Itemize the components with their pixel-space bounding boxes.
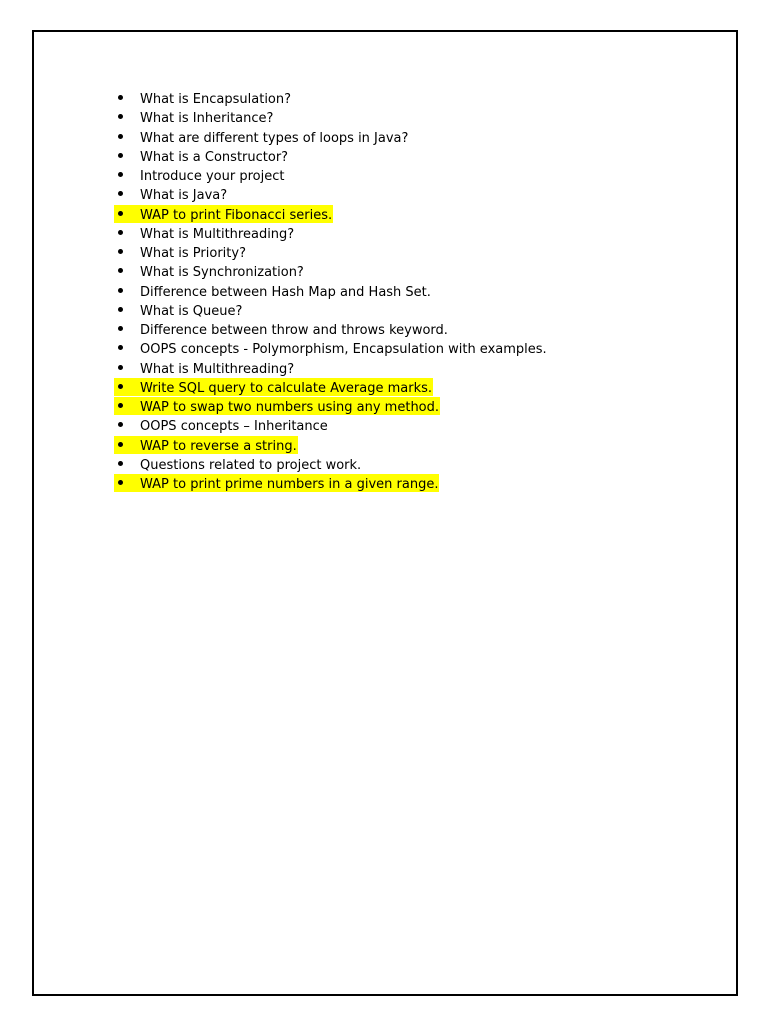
list-item-text: What is Java?: [140, 188, 228, 204]
list-item: [114, 146, 547, 165]
list-item-text: WAP to reverse a string.: [140, 438, 297, 454]
list-item: [114, 281, 547, 300]
list-item-highlighted: [114, 377, 547, 396]
list-item: [114, 184, 547, 203]
list-item-text: Introduce your project: [140, 169, 285, 184]
list-item-text: WAP to print Fibonacci series.: [140, 207, 333, 223]
list-item-highlighted: [114, 473, 547, 492]
list-item: [114, 88, 547, 107]
list-item-text: What is Priority?: [140, 246, 246, 261]
list-item: [114, 358, 547, 377]
list-item: [114, 165, 547, 184]
list-item-highlighted: [114, 204, 547, 223]
list-item: [114, 300, 547, 319]
list-item-text: What are different types of loops in Java?: [140, 130, 409, 146]
list-item: [114, 338, 547, 357]
list-item-text: Difference between Hash Map and Hash Set.: [140, 284, 431, 300]
list-item-text: OOPS concepts – Inheritance: [140, 419, 328, 435]
question-list: [114, 88, 547, 492]
list-item-text: What is Encapsulation?: [140, 92, 292, 107]
list-item-text: What is Multithreading?: [140, 226, 295, 242]
list-item: [114, 127, 547, 146]
list-item-highlighted: [114, 396, 547, 415]
list-item: [114, 107, 547, 126]
list-item: [114, 454, 547, 473]
list-item-text: What is Multithreading?: [140, 361, 295, 377]
list-item-highlighted: [114, 435, 547, 454]
list-item: [114, 415, 547, 434]
list-item-text: What is Queue?: [140, 303, 243, 319]
list-item-text: OOPS concepts - Polymorphism, Encapsulation with examples.: [140, 342, 547, 358]
list-item: [114, 319, 547, 338]
list-item-text: Difference between throw and throws keyword.: [140, 323, 448, 338]
list-item: [114, 242, 547, 261]
list-item-text: What is Inheritance?: [140, 111, 274, 127]
document-page: [32, 30, 738, 996]
list-item-text: What is Synchronization?: [140, 265, 304, 281]
list-item-text: WAP to print prime numbers in a given range.: [140, 477, 439, 492]
list-item-text: What is a Constructor?: [140, 149, 289, 165]
list-item: [114, 261, 547, 280]
list-item: [114, 223, 547, 242]
list-item-text: Write SQL query to calculate Average marks.: [140, 380, 432, 396]
list-item-text: WAP to swap two numbers using any method.: [140, 400, 440, 415]
list-item-text: Questions related to project work.: [140, 457, 362, 473]
